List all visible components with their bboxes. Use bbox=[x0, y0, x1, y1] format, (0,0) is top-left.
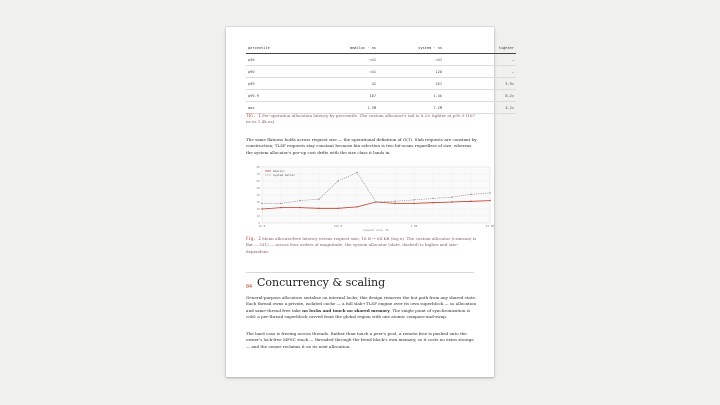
x-axis-label: request size (B) bbox=[362, 228, 390, 232]
data-point bbox=[470, 194, 471, 195]
y-tick-label: 30 bbox=[256, 200, 260, 204]
section-divider bbox=[246, 272, 474, 273]
data-point bbox=[261, 203, 262, 204]
paragraph-text: . The single point of synchronization is cold: a per-thread superblock carved from the global region with one atomic compare-and-swap. bbox=[246, 307, 471, 320]
y-tick-label: 80 bbox=[256, 165, 260, 169]
table-row bbox=[246, 90, 516, 102]
x-tick-label: 64 KB bbox=[485, 224, 495, 228]
data-point bbox=[280, 207, 281, 208]
y-tick-label: 50 bbox=[256, 186, 260, 190]
data-point bbox=[337, 180, 338, 181]
data-point bbox=[489, 192, 490, 193]
table-cell: — bbox=[444, 54, 516, 66]
caption-text: Per-operation allocation latency by percentile. The custom allocator's tail is 8.2× tighter at p99.9 (167 ns vs 1.4k ns). bbox=[246, 113, 476, 125]
data-point bbox=[299, 200, 300, 201]
x-tick-label: 256 B bbox=[333, 224, 343, 228]
data-point bbox=[299, 207, 300, 208]
legend-label: system malloc bbox=[273, 173, 295, 177]
data-point bbox=[413, 203, 414, 204]
table-row bbox=[246, 66, 516, 78]
data-point bbox=[394, 203, 395, 204]
table-row bbox=[246, 102, 516, 114]
table-cell: p99.9 bbox=[246, 90, 310, 102]
data-point bbox=[280, 203, 281, 204]
section-heading: Concurrency & scaling bbox=[257, 276, 386, 289]
data-point bbox=[356, 172, 357, 173]
table-cell: 251 bbox=[378, 78, 444, 90]
y-tick-label: 60 bbox=[256, 179, 260, 183]
section-number: 04 bbox=[246, 284, 253, 290]
document-page bbox=[226, 27, 514, 377]
table-cell: p90 bbox=[246, 66, 310, 78]
column-header: system · ns bbox=[378, 43, 444, 54]
body-paragraph: The hard case is freeing across threads. Rather than touch a peer's pool, a remote free is pushed onto the owner's lock-free MPSC stack — threaded through the freed block's own memory, so it costs no extra storage — and the owner reclaims it on its next allocation. bbox=[246, 331, 474, 349]
table-row bbox=[246, 78, 516, 90]
table-cell: 4.2× bbox=[444, 102, 516, 114]
emphasis-text: no locks and touch no shared memory bbox=[302, 307, 390, 313]
data-point bbox=[432, 202, 433, 203]
table-body bbox=[246, 54, 516, 114]
data-point bbox=[470, 201, 471, 202]
y-tick-label: 20 bbox=[256, 207, 260, 211]
table-cell: p50 bbox=[246, 54, 310, 66]
table-cell: 167 bbox=[310, 90, 378, 102]
data-point bbox=[451, 201, 452, 202]
table-header-row bbox=[246, 43, 516, 54]
column-header: percentile bbox=[246, 43, 310, 54]
y-tick-label: 70 bbox=[256, 172, 260, 176]
table-caption bbox=[246, 113, 478, 126]
data-point bbox=[318, 208, 319, 209]
table-cell: 5.9× bbox=[444, 78, 516, 90]
data-point bbox=[413, 199, 414, 200]
data-point bbox=[451, 196, 452, 197]
y-tick-label: 0 bbox=[258, 221, 260, 225]
table-cell: 42 bbox=[310, 78, 378, 90]
figure-caption bbox=[246, 236, 478, 255]
table-row bbox=[246, 54, 516, 66]
table-cell: 120 bbox=[378, 66, 444, 78]
table-cell: <41 bbox=[378, 54, 444, 66]
latency-table bbox=[246, 43, 516, 114]
x-tick-label: 4 KB bbox=[410, 224, 418, 228]
body-paragraph bbox=[246, 295, 478, 321]
data-point bbox=[432, 198, 433, 199]
caption-text: Mean allocate/free latency versus request size, 16 B → 64 KB (log x). The custom allocator (crimson) is flat — O(1) — across four orders of magnitude; the system allocator (slate, dashed) is higher and size-dependent. bbox=[246, 236, 477, 254]
data-point bbox=[375, 201, 376, 202]
data-point bbox=[394, 201, 395, 202]
table-cell: max bbox=[246, 102, 310, 114]
paragraph-text: General-purpose allocators serialize on internal locks; this design removes the hot path from any shared state. Each thread owns a private, isolated cache — a full slab+TLSF engine over its own superblock — so allocation and same-thread free take bbox=[246, 295, 477, 313]
table-cell: <41 bbox=[310, 54, 378, 66]
table-cell: 7.2M bbox=[378, 102, 444, 114]
table-cell: 1.4k bbox=[378, 90, 444, 102]
table-cell: 1.3M bbox=[310, 102, 378, 114]
x-tick-label: 16 B bbox=[258, 224, 266, 228]
data-point bbox=[489, 200, 490, 201]
data-point bbox=[261, 208, 262, 209]
table-cell: <41 bbox=[310, 66, 378, 78]
table-cell: 8.2× bbox=[444, 90, 516, 102]
caption-label: Tbl. 1 bbox=[246, 113, 261, 118]
table-cell: p99 bbox=[246, 78, 310, 90]
y-tick-label: 10 bbox=[256, 214, 260, 218]
table-cell: — bbox=[444, 66, 516, 78]
body-paragraph: The same flatness holds across request size — the operational definition of O(1). Slab requests are constant by construction; TLSF requests stay constant because bin selection is two bit-scans regardless of size, whereas the system allocator's per-op cost drifts with the size class it lands in. bbox=[246, 137, 477, 155]
data-point bbox=[318, 199, 319, 200]
column-header: tighter bbox=[444, 43, 516, 54]
data-point bbox=[337, 208, 338, 209]
data-point bbox=[356, 206, 357, 207]
caption-label: Fig. 2 bbox=[246, 236, 261, 241]
column-header: mmalloc · ns bbox=[310, 43, 378, 54]
y-tick-label: 40 bbox=[256, 193, 260, 197]
latency-line-chart bbox=[246, 163, 494, 233]
legend-label: mmalloc bbox=[273, 169, 285, 173]
